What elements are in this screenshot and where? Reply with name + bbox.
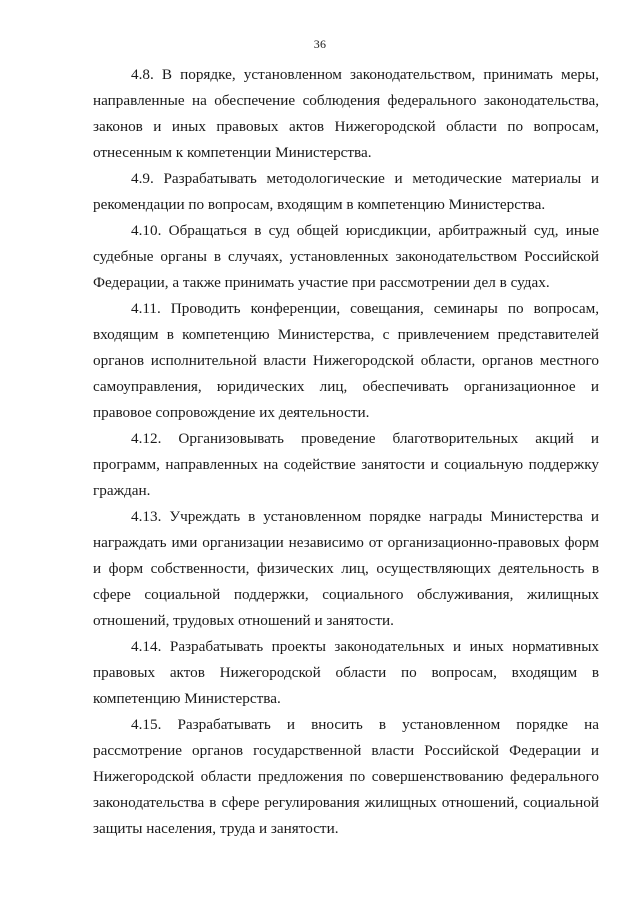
paragraph-4-10: 4.10. Обращаться в суд общей юрисдикции, арбитражный суд, иные судебные органы в случаях, установленных законодательством Российской Федерации, а также принимать участие при рассмотрении дел в судах. [93,222,599,291]
paragraph-4-8: 4.8. В порядке, установленном законодательством, принимать меры, направленные на обеспечение соблюдения федерального законодательства, законов и иных правовых актов Нижегородской области по вопросам, отнесенным к компетенции Министерства. [93,66,599,161]
paragraph-4-15: 4.15. Разрабатывать и вносить в установленном порядке на рассмотрение органов государственной власти Российской Федерации и Нижегородской области предложения по совершенствованию федерального законодательства в сфере регулирования жилищных отношений, социальной защиты населения, труда и занятости. [93,716,599,837]
paragraph-4-9: 4.9. Разрабатывать методологические и методические материалы и рекомендации по вопросам, входящим в компетенцию Министерства. [93,170,599,213]
document-body [93,62,599,842]
paragraph-4-12: 4.12. Организовывать проведение благотворительных акций и программ, направленных на содействие занятости и социальную поддержку граждан. [93,430,599,499]
page-number: 36 [313,37,327,51]
paragraph-4-14: 4.14. Разрабатывать проекты законодательных и иных нормативных правовых актов Нижегородской области по вопросам, входящим в компетенцию Министерства. [93,638,599,707]
paragraph-4-11: 4.11. Проводить конференции, совещания, семинары по вопросам, входящим в компетенцию Министерства, с привлечением представителей органов исполнительной власти Нижегородской области, органов местного самоуправления, юридических лиц, обеспечивать организационное и правовое сопровождение их деятельности. [93,300,599,421]
paragraph-4-13: 4.13. Учреждать в установленном порядке награды Министерства и награждать ими организации независимо от организационно-правовых форм и форм собственности, физических лиц, осуществляющих деятельность в сфере социальной поддержки, социального обслуживания, жилищных отношений, трудовых отношений и занятости. [93,508,599,629]
